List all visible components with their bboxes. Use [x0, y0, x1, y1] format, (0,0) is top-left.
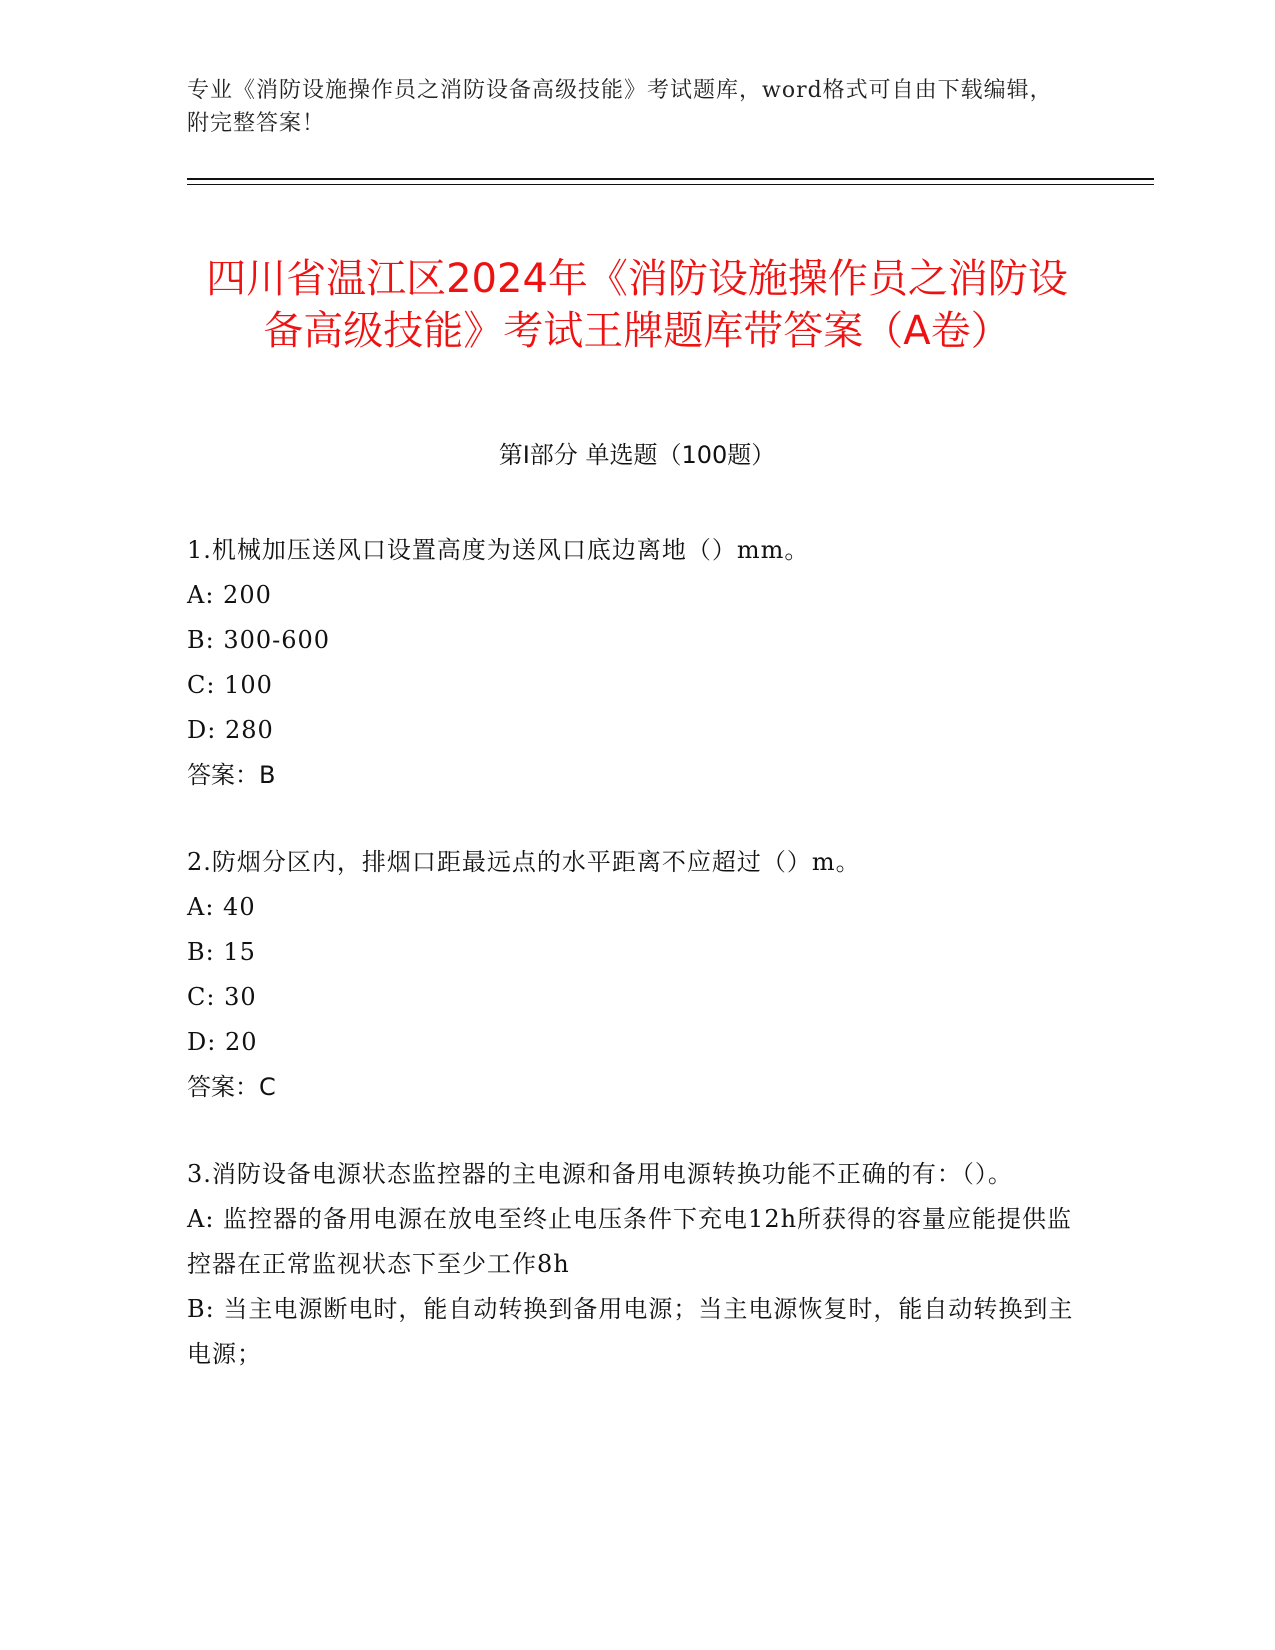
answer: 答案：C: [187, 1073, 276, 1101]
section-title: 第I部分 单选题（100题）: [498, 441, 776, 469]
option-d: D: 280: [187, 716, 274, 744]
question-stem: 2.防烟分区内，排烟口距最远点的水平距离不应超过（）m。: [187, 848, 861, 876]
option-a: A: 监控器的备用电源在放电至终止电压条件下充电12h所获得的容量应能提供监控器在正常监视状态下至少工作8h: [187, 1205, 1073, 1278]
document-title: 四川省温江区2024年《消防设施操作员之消防设备高级技能》考试王牌题库带答案（A卷）: [206, 255, 1068, 354]
option-a: A: 40: [187, 893, 256, 921]
option-a: A: 200: [187, 581, 272, 609]
question-stem: 3.消防设备电源状态监控器的主电源和备用电源转换功能不正确的有：（）。: [187, 1160, 1013, 1188]
header-note: 专业《消防设施操作员之消防设备高级技能》考试题库，word格式可自由下载编辑，附完整答案！: [187, 78, 1053, 136]
question-3: [187, 1152, 1087, 1377]
option-c: C: 100: [187, 671, 273, 699]
option-b: B: 300-600: [187, 626, 331, 654]
question-list: [187, 528, 1087, 1419]
header-divider-thin: [187, 184, 1154, 185]
question-2: [187, 840, 1087, 1110]
answer: 答案：B: [187, 761, 276, 789]
header-divider: [187, 178, 1154, 180]
option-c: C: 30: [187, 983, 257, 1011]
question-stem: 1.机械加压送风口设置高度为送风口底边离地（）mm。: [187, 536, 810, 564]
option-b: B: 当主电源断电时，能自动转换到备用电源；当主电源恢复时，能自动转换到主电源；: [187, 1295, 1074, 1368]
option-d: D: 20: [187, 1028, 258, 1056]
question-1: [187, 528, 1087, 798]
option-b: B: 15: [187, 938, 256, 966]
